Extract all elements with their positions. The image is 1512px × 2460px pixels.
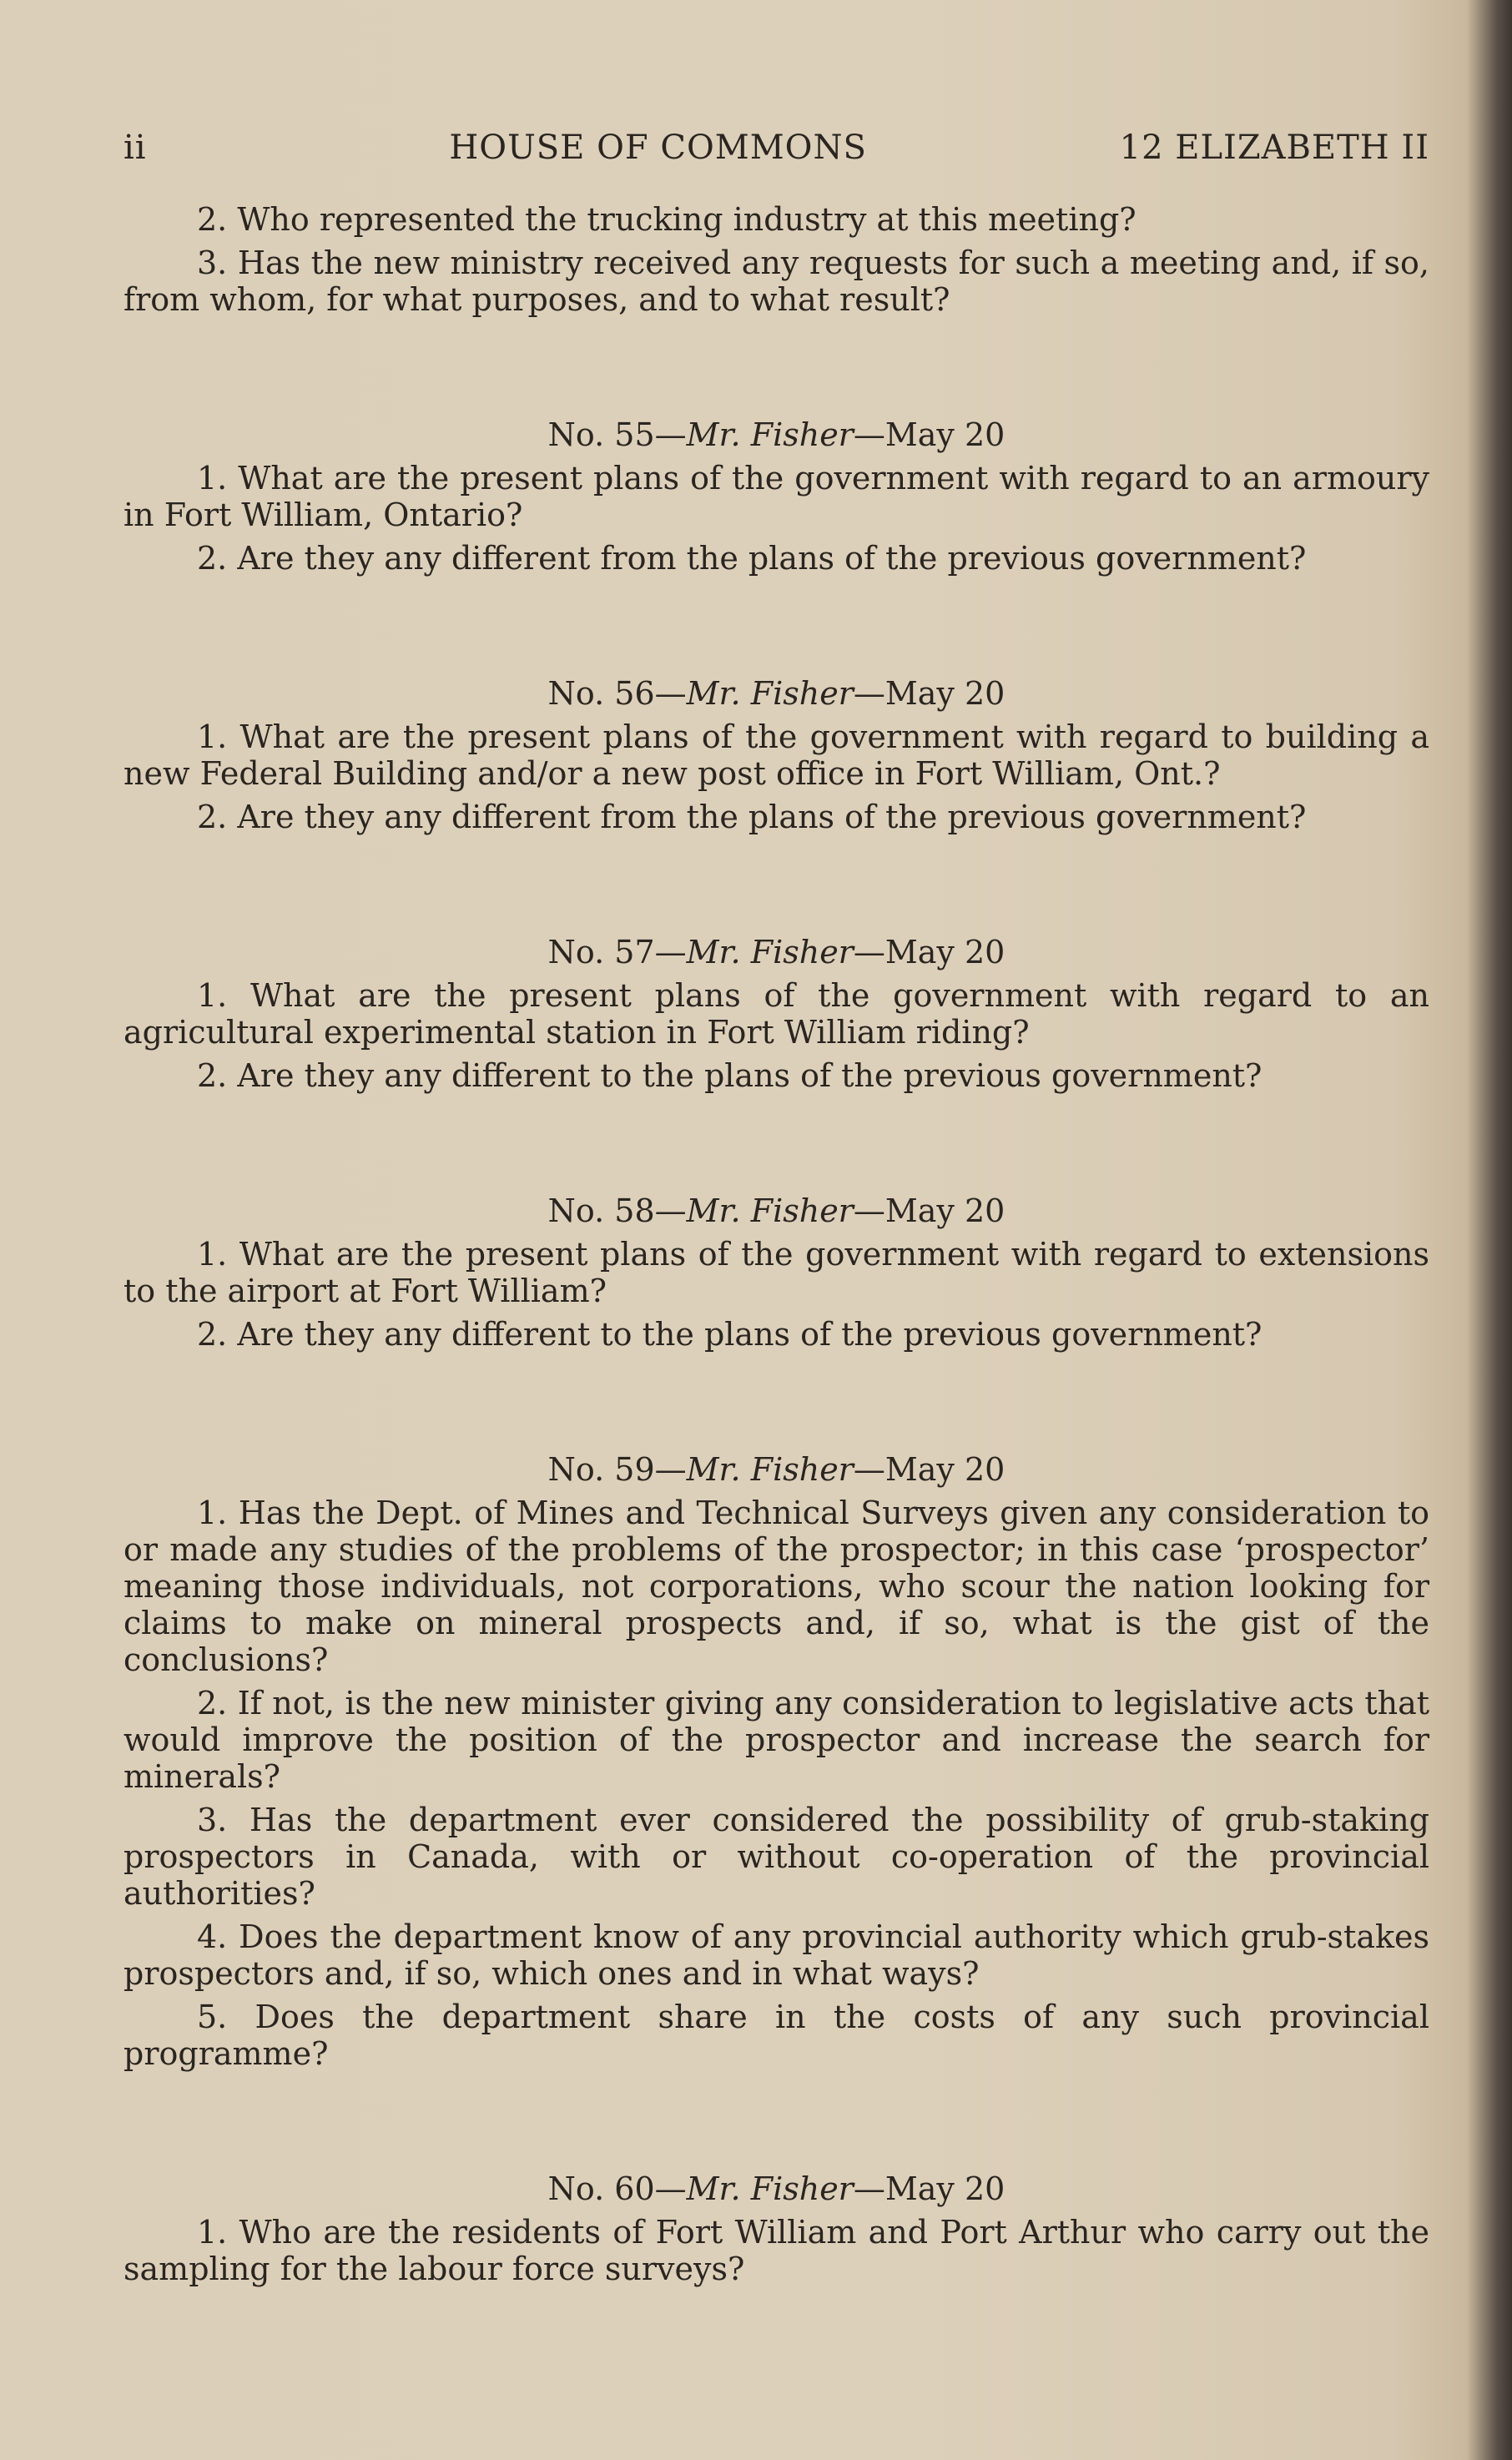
question-number: No. 59	[547, 1451, 655, 1488]
question-date: May 20	[885, 934, 1005, 970]
paragraph: 1. What are the present plans of the government with regard to extensions to the airport at Fort William?	[123, 1236, 1429, 1309]
question-58	[123, 1192, 1429, 1353]
paragraph: 1. Who are the residents of Fort William and Port Arthur who carry out the sampling for the labour force surveys?	[123, 2214, 1429, 2287]
member-name: Mr. Fisher	[686, 1192, 854, 1229]
paragraph: 3. Has the new ministry received any requests for such a meeting and, if so, from whom, for what purposes, and to what result?	[123, 244, 1429, 318]
page-title: HOUSE OF COMMONS	[449, 129, 867, 167]
question-number: No. 57	[547, 934, 655, 970]
question-56	[123, 675, 1429, 835]
question-number: No. 58	[547, 1192, 655, 1229]
question-number: No. 60	[547, 2170, 655, 2207]
question-date: May 20	[885, 1451, 1005, 1488]
question-number: No. 55	[547, 416, 655, 453]
paragraph: 3. Has the department ever considered the possibility of grub-staking prospectors in Canada, with or without co-operation of the provincial authorities?	[123, 1802, 1429, 1912]
paragraph: 2. Are they any different to the plans of the previous government?	[197, 1316, 1263, 1353]
member-name: Mr. Fisher	[686, 675, 854, 712]
paragraph: 2. Are they any different from the plans of the previous government?	[197, 799, 1307, 835]
paragraph: 1. What are the present plans of the government with regard to an agricultural experimental station in Fort William riding?	[123, 977, 1429, 1051]
question-57	[123, 934, 1429, 1094]
question-heading: No. 60—Mr. Fisher—May 20	[547, 2170, 1005, 2207]
question-59	[123, 1451, 1429, 2072]
paragraph: 1. What are the present plans of the government with regard to building a new Federal Building and/or a new post office in Fort William, Ont.?	[123, 718, 1429, 792]
question-date: May 20	[885, 675, 1005, 712]
question-heading: No. 56—Mr. Fisher—May 20	[547, 675, 1005, 712]
paragraph: 4. Does the department know of any provincial authority which grub-stakes prospectors and, if so, which ones and in what ways?	[123, 1918, 1429, 1992]
question-60	[123, 2170, 1429, 2287]
session-label: 12 ELIZABETH II	[1119, 129, 1429, 167]
question-heading: No. 57—Mr. Fisher—May 20	[547, 934, 1005, 970]
paragraph: 1. What are the present plans of the government with regard to an armoury in Fort William, Ontario?	[123, 460, 1429, 533]
paragraph: 2. Are they any different to the plans of the previous government?	[197, 1057, 1263, 1094]
page-content	[123, 129, 1429, 2294]
paragraph: 5. Does the department share in the costs of any such provincial programme?	[123, 1999, 1429, 2072]
paragraph: 2. If not, is the new minister giving any consideration to legislative acts that would improve the position of the prospector and increase the search for minerals?	[123, 1685, 1429, 1795]
member-name: Mr. Fisher	[686, 416, 854, 453]
question-number: No. 56	[547, 675, 655, 712]
member-name: Mr. Fisher	[686, 1451, 854, 1488]
continuation-block	[123, 201, 1429, 318]
running-header	[123, 129, 1429, 166]
paragraph: 1. Has the Dept. of Mines and Technical Surveys given any consideration to or made any studies of the problems of the prospector; in this case ‘prospector’ meaning those individuals, not corporations, who scour the nation looking for claims to make on mineral prospects and, if so, what is the gist of the conclusions?	[123, 1495, 1429, 1678]
page-number: ii	[123, 129, 147, 167]
paragraph: 2. Who represented the trucking industry at this meeting?	[197, 201, 1137, 238]
question-date: May 20	[885, 1192, 1005, 1229]
member-name: Mr. Fisher	[686, 934, 854, 970]
question-55	[123, 416, 1429, 577]
member-name: Mr. Fisher	[686, 2170, 854, 2207]
question-heading: No. 58—Mr. Fisher—May 20	[547, 1192, 1005, 1229]
paragraph: 2. Are they any different from the plans of the previous government?	[197, 540, 1307, 577]
question-heading: No. 59—Mr. Fisher—May 20	[547, 1451, 1005, 1488]
question-date: May 20	[885, 2170, 1005, 2207]
question-heading: No. 55—Mr. Fisher—May 20	[547, 416, 1005, 453]
question-date: May 20	[885, 416, 1005, 453]
